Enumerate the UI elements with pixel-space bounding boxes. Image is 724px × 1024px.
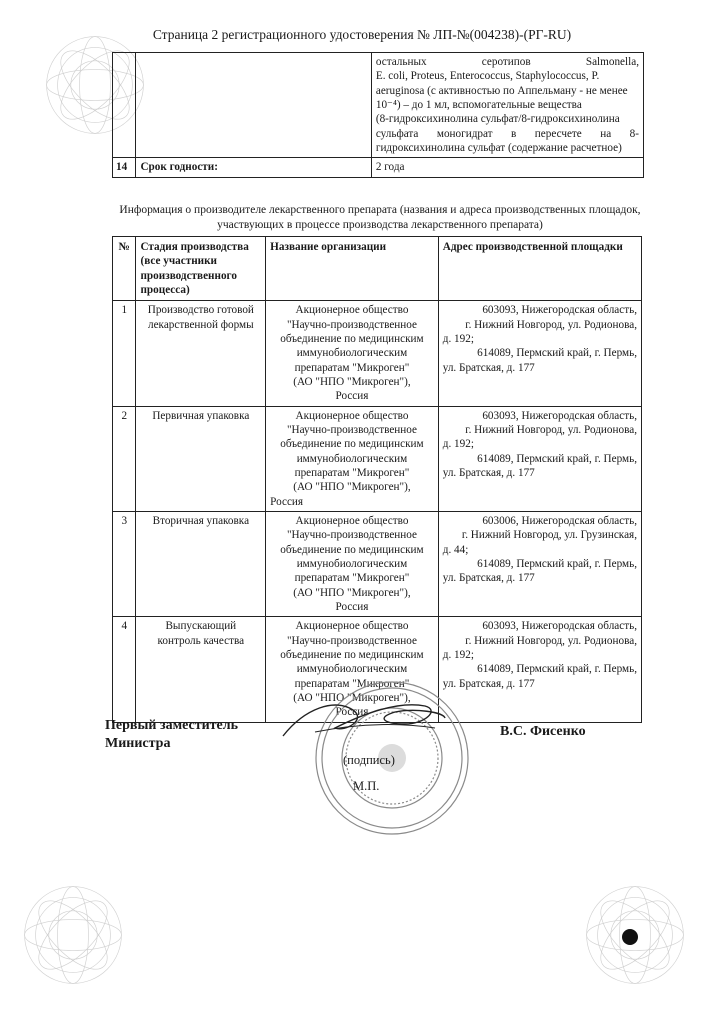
table-row xyxy=(113,406,642,511)
addr-line: д. 192; xyxy=(442,438,474,451)
org-line: Россия xyxy=(335,706,369,719)
org-line: Акционерное общество xyxy=(295,409,409,422)
signatory-title-line: Министра xyxy=(105,735,171,751)
header-stage-line: (все участники xyxy=(140,255,217,268)
signatory-name: В.С. Фисенко xyxy=(500,724,586,739)
row-organization xyxy=(266,301,439,406)
handwritten-signature xyxy=(275,688,450,758)
org-line: препаратам "Микроген" xyxy=(294,572,410,585)
signatory-title-line: Первый заместитель xyxy=(105,718,238,733)
row-stage xyxy=(136,511,266,616)
addr-line: д. 192; xyxy=(442,332,474,345)
row-address xyxy=(438,406,641,511)
org-line: препаратам "Микроген" xyxy=(294,466,410,479)
addr-line: 603093, Нижегородская область, xyxy=(482,304,637,317)
composition-line: гидроксихинолина сульфат (содержание расчетное) xyxy=(375,141,622,154)
row-number: 1 xyxy=(113,301,136,406)
row-address xyxy=(438,511,641,616)
manufacturer-info-heading xyxy=(112,203,648,233)
row-stage xyxy=(136,301,266,406)
org-line: иммунобиологическим xyxy=(296,557,408,570)
composition-row-number xyxy=(113,53,136,158)
composition-line: 10⁻⁴) – до 1 мл, вспомогательные вещества xyxy=(375,98,582,111)
header-stage xyxy=(136,237,266,301)
shelf-life-label: Срок годности: xyxy=(136,158,371,177)
org-line: препаратам "Микроген" xyxy=(294,361,410,374)
manufacturer-table-header xyxy=(113,237,642,301)
header-stage-line: производственного xyxy=(140,269,237,282)
org-line: Россия xyxy=(335,390,369,403)
org-line: объединение по медицинским xyxy=(280,332,424,345)
composition-row-label xyxy=(136,53,371,158)
stage-line: контроль качества xyxy=(157,634,245,647)
org-line: Россия xyxy=(270,495,304,508)
header-organization: Название организации xyxy=(266,237,439,301)
org-line: иммунобиологическим xyxy=(296,347,408,360)
org-line: иммунобиологическим xyxy=(296,663,408,676)
header-stage-line: Стадия производства xyxy=(140,241,249,253)
manufacturer-info-line: участвующих в процессе производства лекарственного препарата) xyxy=(217,218,543,231)
header-stage-line: процесса) xyxy=(140,283,190,296)
addr-line: д. 44; xyxy=(442,543,469,556)
row-stage xyxy=(136,406,266,511)
signature-caption: (подпись) xyxy=(343,753,395,767)
page-header: Страница 2 регистрационного удостоверения № ЛП-№(004238)-(РГ-RU) xyxy=(152,27,572,42)
addr-line: 614089, Пермский край, г. Пермь, xyxy=(477,452,637,465)
addr-line: г. Нижний Новгород, ул. Грузинская, xyxy=(461,529,637,542)
addr-line: 603093, Нижегородская область, xyxy=(482,409,637,422)
manufacturer-info-line: Информация о производителе лекарственного препарата (названия и адреса производственных площадок, xyxy=(119,204,641,216)
shelf-life-number: 14 xyxy=(113,158,136,177)
composition-text xyxy=(371,53,643,158)
punch-hole xyxy=(622,929,638,945)
composition-line: остальных серотипов Salmonella, xyxy=(375,56,639,68)
shelf-life-row xyxy=(113,158,644,177)
header-address: Адрес производственной площадки xyxy=(438,237,641,301)
org-line: Акционерное общество xyxy=(295,514,409,527)
signatory-title xyxy=(105,717,238,752)
addr-line: 603006, Нижегородская область, xyxy=(482,514,637,527)
org-line: объединение по медицинским xyxy=(280,438,424,451)
table-row xyxy=(113,511,642,616)
table-row xyxy=(113,301,642,406)
addr-line: д. 192; xyxy=(442,648,474,661)
composition-line: (8-гидроксихинолина сульфат/8-гидроксихинолина xyxy=(375,113,620,126)
org-line: (АО "НПО "Микроген"), xyxy=(293,691,411,704)
org-line: иммунобиологическим xyxy=(296,452,408,465)
row-number: 2 xyxy=(113,406,136,511)
header-number: № xyxy=(113,237,136,301)
org-line: Акционерное общество xyxy=(295,620,409,633)
shelf-life-value: 2 года xyxy=(371,158,643,177)
stage-line: лекарственной формы xyxy=(148,318,254,331)
guilloche-rosette-bottom-left xyxy=(18,880,128,990)
org-line: (АО "НПО "Микроген"), xyxy=(293,375,411,388)
addr-line: 614089, Пермский край, г. Пермь, xyxy=(477,557,637,570)
org-line: "Научно-производственное xyxy=(286,634,417,647)
stage-line: Вторичная упаковка xyxy=(152,514,250,527)
addr-line: 603093, Нижегородская область, xyxy=(482,620,637,633)
addr-line: ул. Братская, д. 177 xyxy=(442,677,535,690)
manufacturer-table xyxy=(112,236,642,723)
row-address xyxy=(438,301,641,406)
seal-place-label: М.П. xyxy=(353,779,380,793)
addr-line: 614089, Пермский край, г. Пермь, xyxy=(477,347,637,360)
addr-line: ул. Братская, д. 177 xyxy=(442,572,535,585)
row-number: 3 xyxy=(113,511,136,616)
composition-table xyxy=(112,52,644,178)
org-line: "Научно-производственное xyxy=(286,529,417,542)
row-organization xyxy=(266,406,439,511)
row-stage xyxy=(136,617,266,722)
org-line: объединение по медицинским xyxy=(280,648,424,661)
stage-line: Выпускающий xyxy=(165,620,237,633)
addr-line: 614089, Пермский край, г. Пермь, xyxy=(477,663,637,676)
org-line: "Научно-производственное xyxy=(286,423,417,436)
addr-line: ул. Братская, д. 177 xyxy=(442,466,535,479)
org-line: Россия xyxy=(335,600,369,613)
stage-line: Производство готовой xyxy=(147,304,254,317)
org-line: Акционерное общество xyxy=(295,304,409,317)
stage-line: Первичная упаковка xyxy=(152,409,250,422)
composition-line: aeruginosa (с активностью по Аппельману - не менее xyxy=(375,84,628,97)
addr-line: г. Нижний Новгород, ул. Родионова, xyxy=(465,634,637,647)
org-line: (АО "НПО "Микроген"), xyxy=(293,481,411,494)
org-line: "Научно-производственное xyxy=(286,318,417,331)
addr-line: ул. Братская, д. 177 xyxy=(442,361,535,374)
org-line: (АО "НПО "Микроген"), xyxy=(293,586,411,599)
composition-row xyxy=(113,53,644,158)
composition-line: E. coli, Proteus, Enterococcus, Staphylococcus, P. xyxy=(375,70,600,83)
org-line: объединение по медицинским xyxy=(280,543,424,556)
addr-line: г. Нижний Новгород, ул. Родионова, xyxy=(465,318,637,331)
composition-line: сульфата моногидрат в пересчете на 8- xyxy=(375,127,639,140)
addr-line: г. Нижний Новгород, ул. Родионова, xyxy=(465,423,637,436)
row-number: 4 xyxy=(113,617,136,722)
row-organization xyxy=(266,511,439,616)
org-line: препаратам "Микроген" xyxy=(294,677,410,690)
